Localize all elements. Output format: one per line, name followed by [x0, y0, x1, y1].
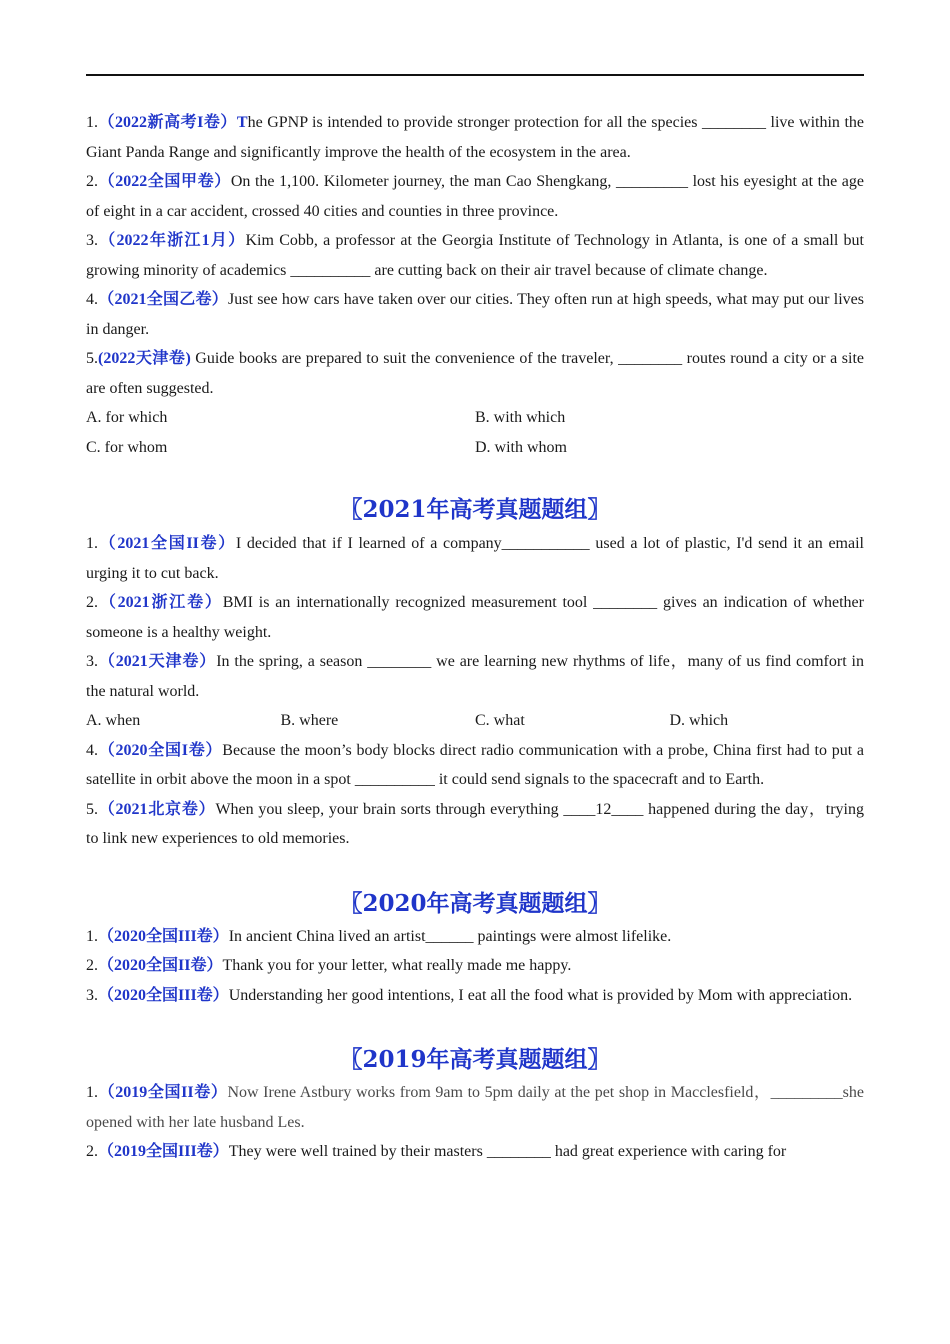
- question-2021-3: [86, 647, 864, 706]
- option-c: C. what: [475, 712, 525, 729]
- question-text: he GPNP is intended to provide stronger protection for all the species ________ live within the Giant Panda Range and significantly improve the health of the ecosystem in the area.: [86, 114, 864, 161]
- question-number: 4.: [86, 291, 98, 308]
- question-source: （2021北京卷）: [98, 800, 216, 818]
- question-number: 4.: [86, 741, 98, 759]
- question-2022-3: [86, 226, 864, 285]
- question-source: （2020全国I卷）: [98, 741, 223, 759]
- header-rule: [86, 74, 864, 76]
- question-text: They were well trained by their masters ________ had great experience with caring for: [228, 1143, 787, 1160]
- question-text: Because the moon’s body blocks direct radio communication with a probe, China first had to put a satellite in orbit above the moon in a spot __________ it could send signals to the spacecraft and to Earth.: [86, 741, 864, 788]
- question-number: 2.: [86, 173, 98, 190]
- question-source: (2022天津卷): [98, 350, 191, 367]
- options-row: [86, 706, 864, 736]
- question-2022-5: [86, 344, 864, 403]
- question-text: Now Irene Astbury works from 9am to 5pm daily at the pet shop in Macclesfield，_________she opened with her late husband Les.: [86, 1084, 864, 1131]
- option-b: B. with which: [475, 409, 566, 426]
- question-2019-2: [86, 1137, 864, 1167]
- question-text: I decided that if I learned of a company___________ used a lot of plastic, I'd send it an email urging it to cut back.: [86, 535, 864, 582]
- option-b: B. where: [280, 712, 339, 729]
- question-source: （2021全国II卷）: [98, 535, 236, 552]
- question-text: Just see how cars have taken over our cities. They often run at high speeds, what may put our lives in danger.: [86, 291, 864, 338]
- question-source: （2019全国III卷）: [98, 1143, 229, 1160]
- question-text: Guide books are prepared to suit the convenience of the traveler, ________ routes round a city or a site are often suggested.: [86, 350, 864, 397]
- question-number: 2.: [86, 1143, 98, 1160]
- question-text: happened during the day，trying to link new experiences to old memories.: [86, 800, 865, 847]
- section-title-2019: 〖2019年高考真题题组〗: [339, 1046, 611, 1073]
- question-source: （2021天津卷）: [98, 653, 217, 670]
- question-text: In the spring, a season ________ we are learning new rhythms of life，many of us find comfort in the natural world.: [86, 653, 864, 700]
- question-number: 1.: [86, 927, 98, 945]
- question-source: （2020全国III卷）: [98, 986, 229, 1004]
- question-2021-2: [86, 588, 864, 647]
- question-2021-1: [86, 529, 864, 588]
- option-c: C. for whom: [86, 438, 168, 456]
- question-text: In ancient China lived an artist______ paintings were almost lifelike.: [228, 927, 672, 945]
- question-2021-5: [86, 795, 864, 854]
- options-row: [86, 433, 864, 463]
- answer-blank: ____12____: [563, 800, 644, 818]
- question-number: 1.: [86, 1084, 98, 1101]
- options-row: [86, 403, 864, 433]
- question-text: On the 1,100. Kilometer journey, the man Cao Shengkang, _________ lost his eyesight at the age of eight in a car accident, crossed 40 cities and counties in three province.: [86, 173, 864, 220]
- question-2021-4: [86, 736, 864, 795]
- question-number: 2.: [86, 594, 98, 611]
- question-number: 1.: [86, 114, 98, 131]
- section-title-2020: 〖2020年高考真题题组〗: [339, 889, 611, 917]
- question-source: （2022新高考I卷）T: [98, 114, 248, 131]
- question-number: 3.: [86, 986, 98, 1004]
- question-2019-1: [86, 1078, 864, 1137]
- section-title-2021: 〖2021年高考真题题组〗: [339, 496, 611, 523]
- option-d: D. which: [669, 712, 729, 729]
- option-d: D. with whom: [475, 438, 567, 456]
- question-number: 3.: [86, 232, 98, 249]
- question-source: （2021全国乙卷）: [98, 291, 229, 308]
- question-2022-4: [86, 285, 864, 344]
- question-number: 5.: [86, 350, 98, 367]
- question-text: Kim Cobb, a professor at the Georgia Institute of Technology in Atlanta, is one of a small but growing minority of academics __________ are cutting back on their air travel because of climate change.: [86, 232, 864, 279]
- question-source: （2021浙江卷）: [98, 594, 223, 611]
- question-number: 3.: [86, 653, 98, 670]
- question-2020-2: [86, 951, 864, 981]
- question-source: （2019全国II卷）: [98, 1084, 228, 1101]
- question-2020-3: [86, 981, 864, 1011]
- question-2020-1: [86, 922, 864, 952]
- question-text: BMI is an internationally recognized measurement tool ________ gives an indication of whether someone is a healthy weight.: [86, 594, 864, 641]
- question-source: （2022全国甲卷）: [98, 173, 231, 190]
- question-text: When you sleep, your brain sorts through everything: [215, 800, 564, 818]
- question-text: Understanding her good intentions, I eat all the food what is provided by Mom with appreciation.: [228, 986, 853, 1004]
- question-text: Thank you for your letter, what really made me happy.: [222, 957, 572, 974]
- question-source: （2022年浙江1月）: [98, 232, 246, 249]
- question-2022-1: [86, 108, 864, 167]
- document-content: [86, 108, 864, 1167]
- question-number: 2.: [86, 957, 98, 974]
- question-number: 1.: [86, 535, 98, 552]
- option-a: A. when: [86, 712, 141, 729]
- question-source: （2020全国II卷）: [98, 957, 223, 974]
- question-number: 5.: [86, 800, 98, 818]
- option-a: A. for which: [86, 409, 168, 426]
- question-source: （2020全国III卷）: [98, 927, 229, 945]
- question-2022-2: [86, 167, 864, 226]
